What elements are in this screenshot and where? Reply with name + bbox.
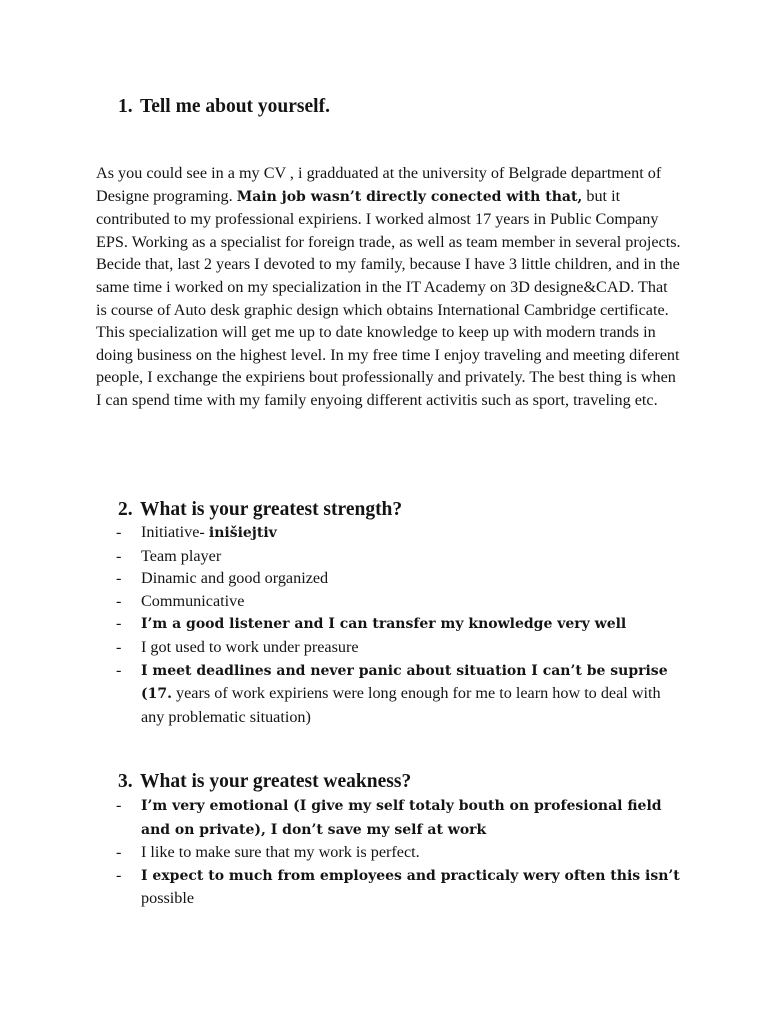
section-2-title: What is your greatest strength? xyxy=(140,499,403,520)
list-item xyxy=(113,521,683,545)
list-item xyxy=(113,841,683,864)
list-item-text: years of work expiriens were long enough for me to learn how to deal with any problematic situation) xyxy=(141,684,661,726)
list-item xyxy=(113,794,683,841)
section-3-heading xyxy=(118,770,411,794)
list-item xyxy=(113,636,683,659)
section-3-number: 3. xyxy=(118,771,133,792)
list-item-bold-text: I expect to much from employees and practicaly wery often this isn’t xyxy=(141,867,680,884)
list-item xyxy=(113,612,683,636)
about-paragraph xyxy=(96,162,682,412)
section-1-title: Tell me about yourself. xyxy=(140,96,330,117)
list-item-text: Communicative xyxy=(141,591,245,610)
list-item xyxy=(113,864,683,910)
list-item-bold-text: I meet deadlines and never panic about situation I can’t be suprise (17. xyxy=(141,662,668,703)
section-3-title: What is your greatest weakness? xyxy=(140,771,412,792)
list-item-text: Team player xyxy=(141,546,222,565)
weaknesses-list xyxy=(113,794,683,910)
list-item xyxy=(113,545,683,568)
list-item xyxy=(113,567,683,590)
strengths-list xyxy=(113,521,683,728)
about-text-part-2: but it contributed to my professional expiriens. I worked almost 17 years in Public Company EPS. Working as a specialist for foreign trade, as well as team member in several projects. Becide that, last 2 years I devoted to my family, because I have 3 little children, and in the same time i worked on my specialization in the IT Academy on 3D designe&CAD. That is course of Auto desk graphic design which obtains International Cambridge certificate. This specialization will get me up to date knowledge to keep up with modern trands in doing business on the highest level. In my free time I enjoy traveling and meeting diferent people, I exchange the expiriens bout professionally and privately. The best thing is when I can spend time with my family enyoing different activitis such as sport, traveling etc. xyxy=(96,186,681,409)
list-item-text: possible xyxy=(141,889,195,908)
list-item xyxy=(113,659,683,729)
list-item-text: Dinamic and good organized xyxy=(141,569,329,588)
section-2-number: 2. xyxy=(118,499,133,520)
about-text-part-1: As you could see in a my CV , i gradduated at the university of Belgrade department of Designe programing. xyxy=(96,164,662,205)
about-text-bold: Main job wasn’t directly conected with that, xyxy=(236,188,583,205)
list-item-text: I like to make sure that my work is perfect. xyxy=(141,843,420,862)
section-1-heading xyxy=(118,95,330,119)
section-1-number: 1. xyxy=(118,96,133,117)
list-item-bold-text: I’m a good listener and I can transfer my knowledge very well xyxy=(141,616,627,633)
list-item-bold-text: I’m very emotional (I give my self totaly bouth on profesional field and on private), I don’t save my self at work xyxy=(141,798,662,838)
section-2-heading xyxy=(118,498,402,522)
list-item-bold-text: inišiejtiv xyxy=(208,525,277,541)
list-item-text: Initiative- xyxy=(141,523,209,541)
list-item-text: I got used to work under preasure xyxy=(141,637,359,656)
list-item xyxy=(113,590,683,613)
